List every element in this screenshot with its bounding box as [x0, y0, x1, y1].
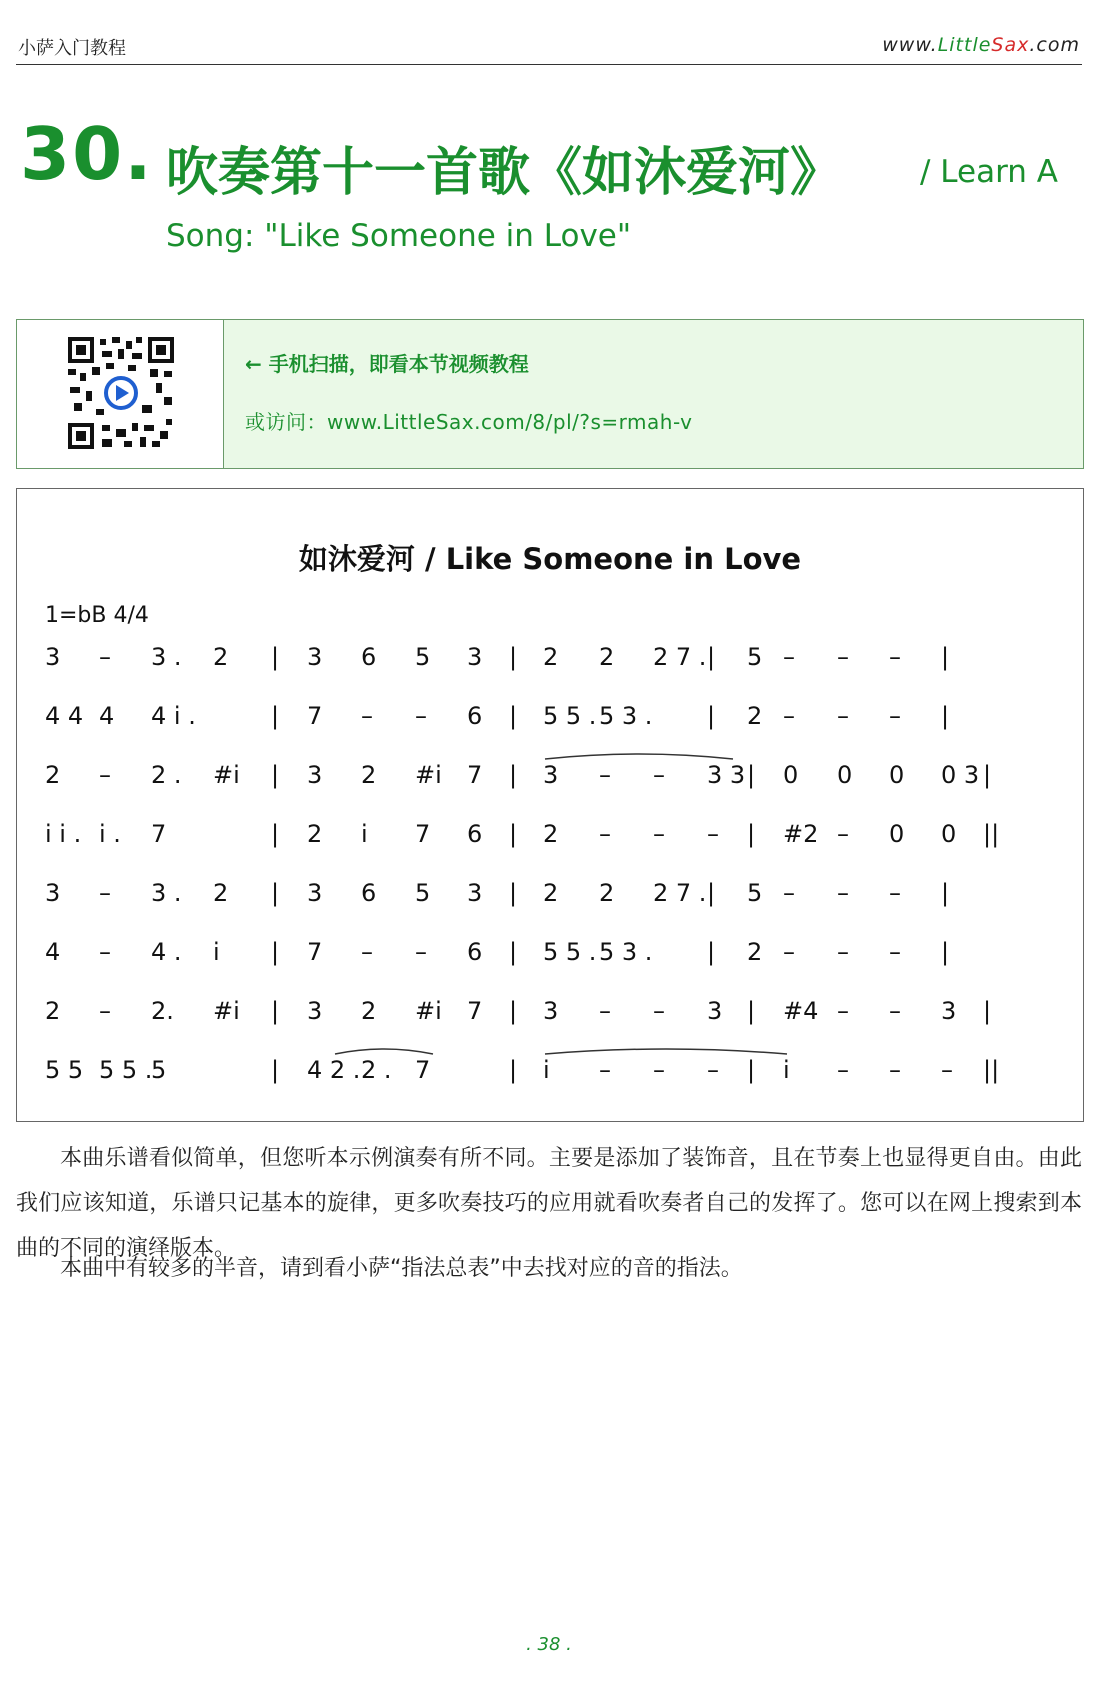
video-scan-instruction: ← 手机扫描，即看本节视频教程 — [245, 352, 529, 376]
score-note: 2 — [307, 820, 323, 848]
score-note: 3 3 — [707, 761, 746, 789]
barline: | — [271, 1056, 280, 1084]
score-note: 3 — [467, 643, 483, 671]
score-note: 5 — [151, 1056, 167, 1084]
barline: | — [941, 643, 950, 671]
score-note: 7 — [415, 820, 431, 848]
score-note: 7 — [307, 702, 323, 730]
score-note: 7 — [415, 1056, 431, 1084]
score-note: #4 — [783, 997, 819, 1025]
barline: | — [509, 643, 518, 671]
score-note: – — [783, 938, 795, 966]
score-note: – — [599, 761, 611, 789]
score-note: 2 — [747, 938, 763, 966]
barline: | — [747, 820, 756, 848]
score-note: i — [543, 1056, 550, 1084]
chapter-subtitle-line1: / Learn A — [920, 154, 1059, 190]
score-note: #i — [213, 997, 240, 1025]
score-note: 7 — [467, 761, 483, 789]
score-note: 2 — [543, 820, 559, 848]
qr-cell — [17, 320, 224, 468]
score-note: – — [837, 643, 849, 671]
score-note: 0 — [837, 761, 853, 789]
score-title: 如沐爱河 / Like Someone in Love — [298, 542, 802, 576]
score-note: 2 — [543, 879, 559, 907]
site-suffix: .com — [1029, 34, 1080, 56]
header-site-link[interactable] — [882, 34, 1080, 56]
score-note: – — [361, 702, 373, 730]
score-key-signature: 1=bB 4/4 — [45, 603, 149, 628]
score-note: 4 — [45, 938, 61, 966]
score-note: 3 . — [151, 879, 182, 907]
score-note: – — [837, 820, 849, 848]
barline: | — [983, 997, 992, 1025]
score-note: i — [361, 820, 368, 848]
chapter-subtitle-line2: Song: "Like Someone in Love" — [166, 218, 632, 254]
barline: | — [707, 879, 716, 907]
score-note: 3 — [45, 643, 61, 671]
page-header — [16, 30, 1082, 65]
score-note: – — [99, 879, 111, 907]
score-note: 6 — [361, 643, 377, 671]
score-note: i — [213, 938, 220, 966]
barline: | — [509, 938, 518, 966]
score-note: 3 — [307, 879, 323, 907]
score-note: i — [783, 1056, 790, 1084]
score-note: 5 — [415, 643, 431, 671]
score-note: – — [653, 820, 665, 848]
score-note: 0 — [889, 761, 905, 789]
score-note: 5 3 . — [599, 702, 653, 730]
score-note: 3 — [307, 643, 323, 671]
score-note: 4 — [99, 702, 115, 730]
score-note: – — [99, 997, 111, 1025]
score-note: – — [99, 643, 111, 671]
barline: | — [707, 702, 716, 730]
tie-arc — [335, 1049, 433, 1054]
tie-arc — [545, 1049, 787, 1054]
header-course-title: 小萨入门教程 — [18, 38, 126, 59]
score-note: 5 5 . — [543, 938, 597, 966]
barline: | — [509, 879, 518, 907]
score-note: – — [783, 702, 795, 730]
score-note: 6 — [467, 820, 483, 848]
score-note: 4 2 . — [307, 1056, 361, 1084]
score-note: 2 7 . — [653, 643, 707, 671]
score-note: #i — [415, 761, 442, 789]
score-note: – — [889, 997, 901, 1025]
score-note: – — [783, 643, 795, 671]
score-note: 2 7 . — [653, 879, 707, 907]
barline: | — [509, 1056, 518, 1084]
score-note: – — [889, 1056, 901, 1084]
score-note: 2. — [151, 997, 174, 1025]
score-note: 3 — [941, 997, 957, 1025]
barline: | — [271, 820, 280, 848]
score-note: – — [783, 879, 795, 907]
tie-arc — [545, 754, 733, 759]
barline: | — [509, 702, 518, 730]
score-note: 0 — [941, 820, 957, 848]
chapter-title: 吹奏第十一首歌《如沐爱河》 — [166, 143, 843, 203]
score-note: 2 — [599, 879, 615, 907]
score-note: – — [707, 1056, 719, 1084]
score-note: 3 — [307, 997, 323, 1025]
score-note: 2 . — [361, 1056, 392, 1084]
score-note: – — [415, 938, 427, 966]
barline: | — [271, 879, 280, 907]
score-note: 5 5 . — [543, 702, 597, 730]
score-note: 5 5 — [45, 1056, 84, 1084]
site-little: Little — [937, 34, 992, 56]
score-note: – — [837, 702, 849, 730]
score-note: – — [653, 1056, 665, 1084]
page-number: . 38 . — [526, 1634, 572, 1655]
score-note: – — [653, 997, 665, 1025]
score-note: – — [889, 879, 901, 907]
score-note: 2 — [45, 997, 61, 1025]
score-note: 6 — [467, 938, 483, 966]
score-note: – — [889, 702, 901, 730]
score-note: – — [941, 1056, 953, 1084]
score-note: i . — [99, 820, 121, 848]
barline: | — [747, 1056, 756, 1084]
score-note: – — [599, 1056, 611, 1084]
score-note: – — [837, 997, 849, 1025]
barline: || — [983, 820, 1000, 848]
barline: | — [509, 997, 518, 1025]
score-note: 7 — [467, 997, 483, 1025]
barline: || — [983, 1056, 1000, 1084]
score-note: 0 — [783, 761, 799, 789]
score-note: 2 — [361, 761, 377, 789]
score-note: 2 . — [151, 761, 182, 789]
barline: | — [941, 938, 950, 966]
score-note: – — [837, 1056, 849, 1084]
score-note: – — [599, 820, 611, 848]
score-note: 3 . — [151, 643, 182, 671]
score-note: 4 i . — [151, 702, 196, 730]
score-note: 6 — [361, 879, 377, 907]
score-note: 4 4 — [45, 702, 84, 730]
score-note: #2 — [783, 820, 819, 848]
score-note: 7 — [151, 820, 167, 848]
music-score — [16, 488, 1084, 1122]
score-notation — [17, 489, 1083, 1121]
score-note: 5 5 . — [99, 1056, 153, 1084]
score-note: 7 — [307, 938, 323, 966]
paragraph-1: 本曲乐谱看似简单，但您听本示例演奏有所不同。主要是添加了装饰音，且在节奏上也显得更自由。由此我们应该知道，乐谱只记基本的旋律，更多吹奏技巧的应用就看吹奏者自己的发挥了。您可以在网上搜索到本曲的不同的演绎版本。 — [16, 1146, 1082, 1261]
barline: | — [707, 938, 716, 966]
barline: | — [941, 702, 950, 730]
chapter-number: 30. — [20, 112, 154, 196]
paragraph-2: 本曲中有较多的半音，请到看小萨“指法总表”中去找对应的音的指法。 — [60, 1256, 743, 1281]
score-note: 5 — [747, 643, 763, 671]
score-note: – — [415, 702, 427, 730]
score-note: i i . — [45, 820, 82, 848]
score-note: 2 — [213, 643, 229, 671]
score-note: 2 — [747, 702, 763, 730]
score-note: 6 — [467, 702, 483, 730]
barline: | — [509, 820, 518, 848]
barline: | — [271, 702, 280, 730]
score-note: 5 — [747, 879, 763, 907]
score-note: 3 — [307, 761, 323, 789]
site-sax: Sax — [991, 34, 1030, 56]
score-note: – — [599, 997, 611, 1025]
barline: | — [941, 879, 950, 907]
score-note: 0 3 — [941, 761, 980, 789]
barline: | — [747, 761, 756, 789]
video-url-link[interactable]: 或访问：www.LittleSax.com/8/pl/?s=rmah-v — [245, 410, 693, 434]
score-note: 3 — [467, 879, 483, 907]
score-note: 3 — [543, 997, 559, 1025]
video-tutorial-box — [16, 319, 1084, 469]
site-prefix: www. — [882, 34, 938, 56]
score-note: 2 — [599, 643, 615, 671]
score-note: – — [707, 820, 719, 848]
score-note: 2 — [543, 643, 559, 671]
score-note: – — [837, 879, 849, 907]
score-note: – — [837, 938, 849, 966]
score-note: #i — [415, 997, 442, 1025]
qr-code-icon[interactable] — [66, 335, 176, 451]
score-note: – — [99, 938, 111, 966]
barline: | — [271, 643, 280, 671]
barline: | — [271, 997, 280, 1025]
score-note: 3 — [543, 761, 559, 789]
score-note: 2 — [213, 879, 229, 907]
barline: | — [983, 761, 992, 789]
score-note: 0 — [889, 820, 905, 848]
score-note: – — [99, 761, 111, 789]
score-note: – — [653, 761, 665, 789]
score-note: 2 — [45, 761, 61, 789]
score-note: 2 — [361, 997, 377, 1025]
score-note: 5 3 . — [599, 938, 653, 966]
barline: | — [271, 761, 280, 789]
barline: | — [707, 643, 716, 671]
barline: | — [509, 761, 518, 789]
score-note: 3 — [45, 879, 61, 907]
score-note: #i — [213, 761, 240, 789]
score-note: 5 — [415, 879, 431, 907]
score-note: 3 — [707, 997, 723, 1025]
score-note: 4 . — [151, 938, 182, 966]
barline: | — [271, 938, 280, 966]
score-note: – — [889, 938, 901, 966]
barline: | — [747, 997, 756, 1025]
score-note: – — [889, 643, 901, 671]
score-note: – — [361, 938, 373, 966]
